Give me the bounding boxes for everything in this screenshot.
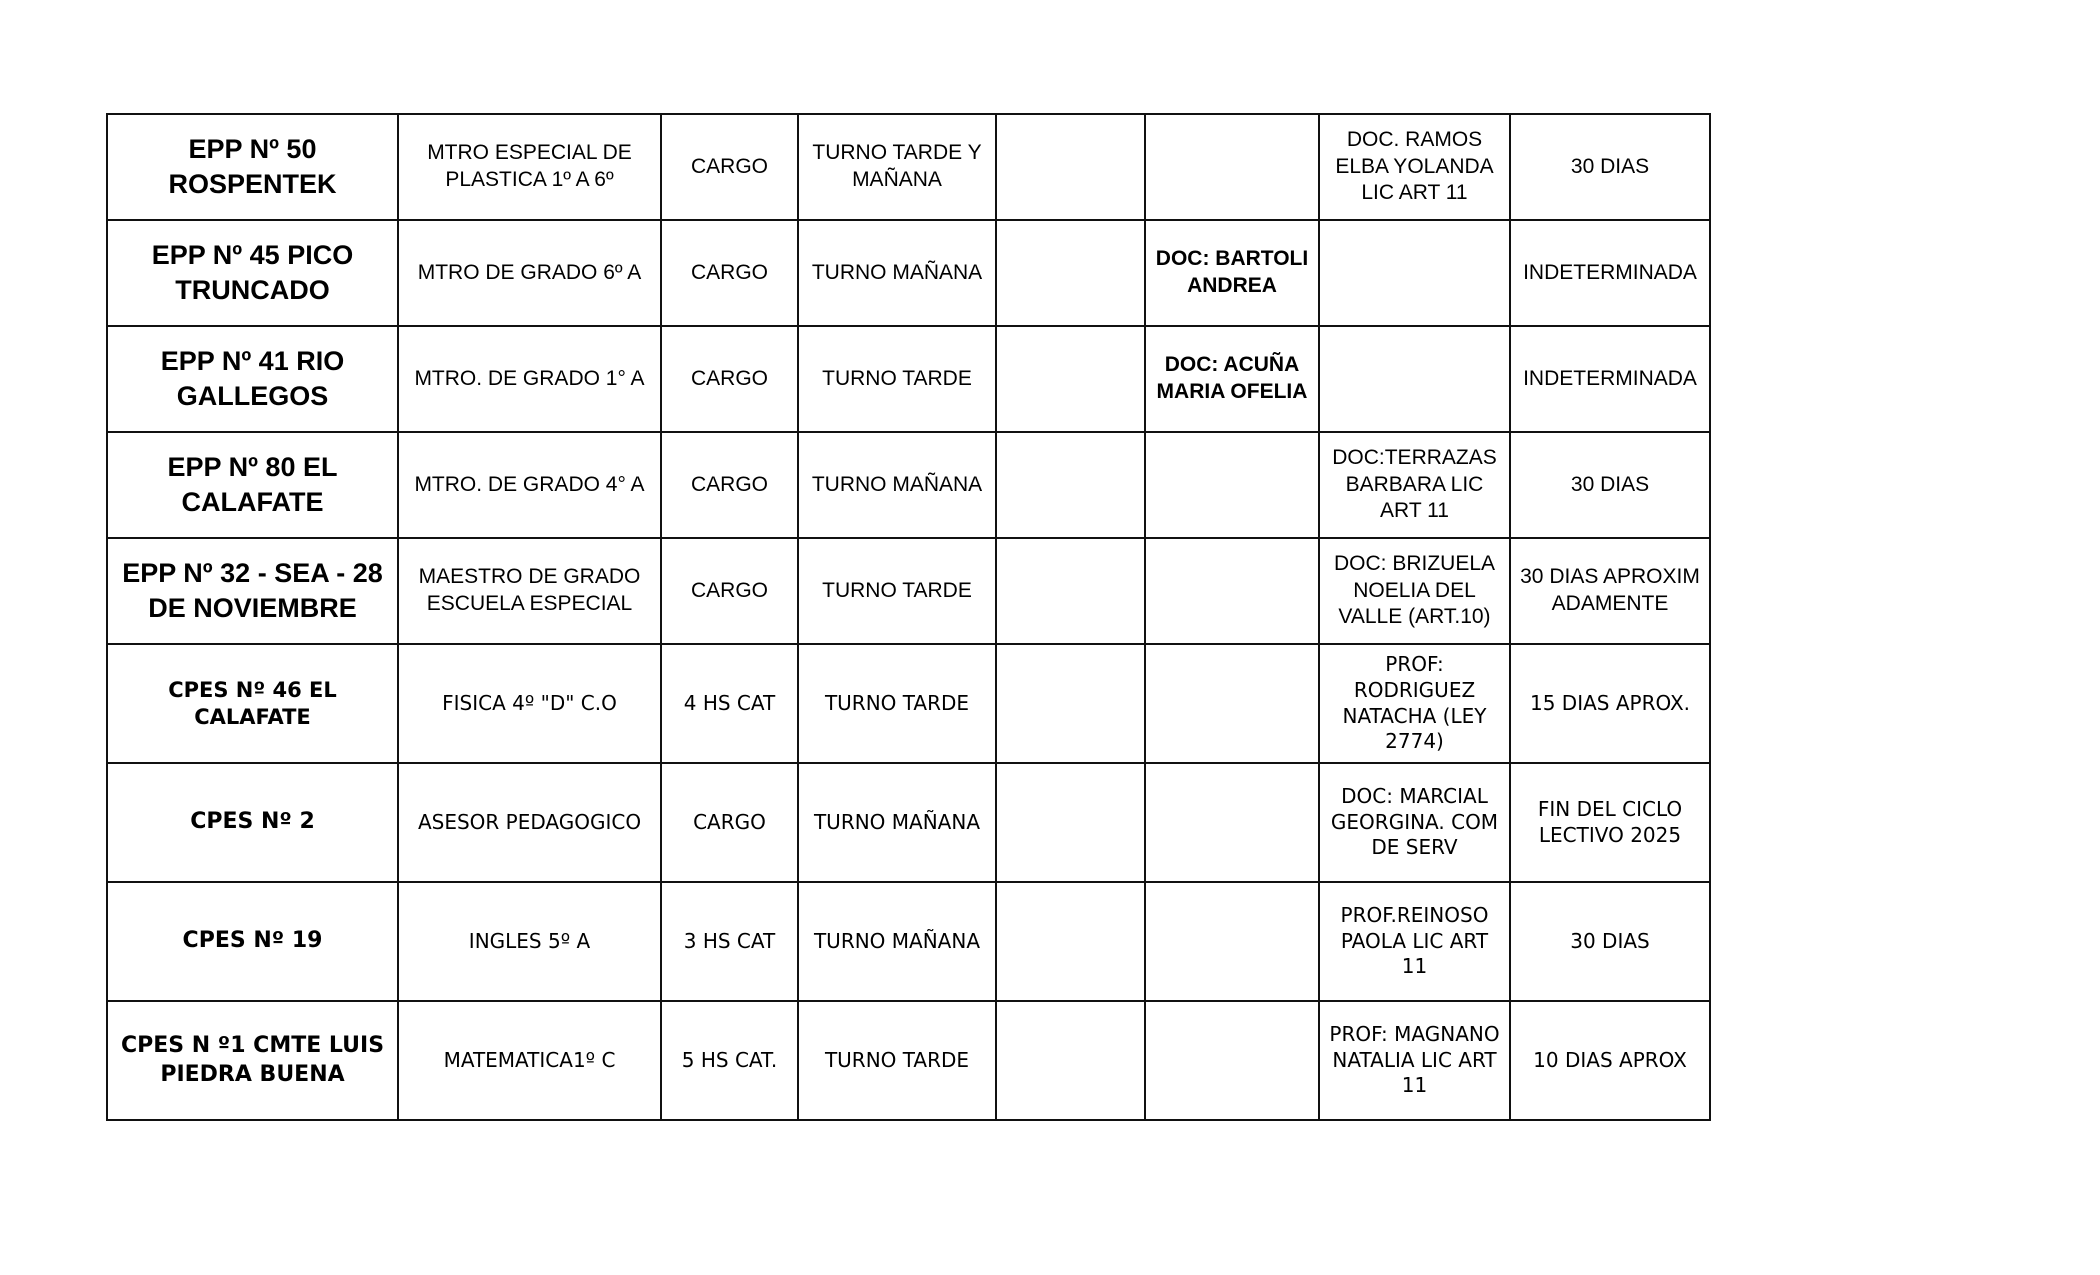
position-cell: MTRO. DE GRADO 4° A (398, 432, 661, 538)
position-cell: MTRO. DE GRADO 1° A (398, 326, 661, 432)
empty-cell (996, 114, 1145, 220)
position-cell: MAESTRO DE GRADO ESCUELA ESPECIAL (398, 538, 661, 644)
empty-cell (996, 882, 1145, 1001)
shift-cell: TURNO TARDE (798, 1001, 996, 1120)
duration-cell: INDETERMINADA (1510, 326, 1710, 432)
school-cell: EPP Nº 50 ROSPENTEK (107, 114, 398, 220)
replaces-cell (1319, 326, 1510, 432)
empty-cell (996, 763, 1145, 882)
position-cell: INGLES 5º A (398, 882, 661, 1001)
table-row (107, 763, 1710, 882)
replaces-cell: DOC: MARCIAL GEORGINA. COM DE SERV (1319, 763, 1510, 882)
type-cell: CARGO (661, 538, 798, 644)
table-row (107, 432, 1710, 538)
duration-cell: 30 DIAS (1510, 882, 1710, 1001)
table-row (107, 220, 1710, 326)
replaces-cell (1319, 220, 1510, 326)
table-row (107, 538, 1710, 644)
replaces-cell: PROF: RODRIGUEZ NATACHA (LEY 2774) (1319, 644, 1510, 763)
school-cell: CPES Nº 46 EL CALAFATE (107, 644, 398, 763)
holder-cell (1145, 538, 1319, 644)
school-cell: EPP Nº 32 - SEA - 28 DE NOVIEMBRE (107, 538, 398, 644)
type-cell: 4 HS CAT (661, 644, 798, 763)
type-cell: CARGO (661, 114, 798, 220)
table-row (107, 326, 1710, 432)
empty-cell (996, 644, 1145, 763)
school-cell: CPES Nº 19 (107, 882, 398, 1001)
duration-cell: 30 DIAS APROXIMADAMENTE (1510, 538, 1710, 644)
replaces-cell: DOC: BRIZUELA NOELIA DEL VALLE (ART.10) (1319, 538, 1510, 644)
replaces-cell: PROF: MAGNANO NATALIA LIC ART 11 (1319, 1001, 1510, 1120)
replaces-cell: DOC:TERRAZAS BARBARA LIC ART 11 (1319, 432, 1510, 538)
holder-cell (1145, 432, 1319, 538)
duration-cell: FIN DEL CICLO LECTIVO 2025 (1510, 763, 1710, 882)
duration-cell: 10 DIAS APROX (1510, 1001, 1710, 1120)
type-cell: 3 HS CAT (661, 882, 798, 1001)
school-cell: CPES N º1 CMTE LUIS PIEDRA BUENA (107, 1001, 398, 1120)
empty-cell (996, 1001, 1145, 1120)
school-cell: EPP Nº 80 EL CALAFATE (107, 432, 398, 538)
duration-cell: INDETERMINADA (1510, 220, 1710, 326)
school-cell: EPP Nº 45 PICO TRUNCADO (107, 220, 398, 326)
duration-cell: 30 DIAS (1510, 432, 1710, 538)
empty-cell (996, 220, 1145, 326)
shift-cell: TURNO TARDE (798, 326, 996, 432)
school-cell: EPP Nº 41 RIO GALLEGOS (107, 326, 398, 432)
duration-cell: 15 DIAS APROX. (1510, 644, 1710, 763)
holder-cell: DOC: ACUÑA MARIA OFELIA (1145, 326, 1319, 432)
replaces-cell: PROF.REINOSO PAOLA LIC ART 11 (1319, 882, 1510, 1001)
table-row (107, 644, 1710, 763)
vacancy-table (106, 113, 1711, 1121)
type-cell: CARGO (661, 763, 798, 882)
shift-cell: TURNO MAÑANA (798, 432, 996, 538)
duration-cell: 30 DIAS (1510, 114, 1710, 220)
position-cell: ASESOR PEDAGOGICO (398, 763, 661, 882)
holder-cell (1145, 114, 1319, 220)
empty-cell (996, 432, 1145, 538)
position-cell: MTRO ESPECIAL DE PLASTICA 1º A 6º (398, 114, 661, 220)
position-cell: MATEMATICA1º C (398, 1001, 661, 1120)
school-cell: CPES Nº 2 (107, 763, 398, 882)
shift-cell: TURNO TARDE (798, 538, 996, 644)
table-row (107, 882, 1710, 1001)
type-cell: CARGO (661, 220, 798, 326)
shift-cell: TURNO MAÑANA (798, 882, 996, 1001)
shift-cell: TURNO MAÑANA (798, 763, 996, 882)
type-cell: 5 HS CAT. (661, 1001, 798, 1120)
empty-cell (996, 538, 1145, 644)
holder-cell (1145, 882, 1319, 1001)
holder-cell (1145, 763, 1319, 882)
position-cell: MTRO DE GRADO 6º A (398, 220, 661, 326)
empty-cell (996, 326, 1145, 432)
shift-cell: TURNO TARDE (798, 644, 996, 763)
holder-cell: DOC: BARTOLI ANDREA (1145, 220, 1319, 326)
shift-cell: TURNO MAÑANA (798, 220, 996, 326)
table-row (107, 1001, 1710, 1120)
position-cell: FISICA 4º "D" C.O (398, 644, 661, 763)
type-cell: CARGO (661, 432, 798, 538)
holder-cell (1145, 644, 1319, 763)
shift-cell: TURNO TARDE Y MAÑANA (798, 114, 996, 220)
holder-cell (1145, 1001, 1319, 1120)
type-cell: CARGO (661, 326, 798, 432)
table-row (107, 114, 1710, 220)
replaces-cell: DOC. RAMOS ELBA YOLANDA LIC ART 11 (1319, 114, 1510, 220)
